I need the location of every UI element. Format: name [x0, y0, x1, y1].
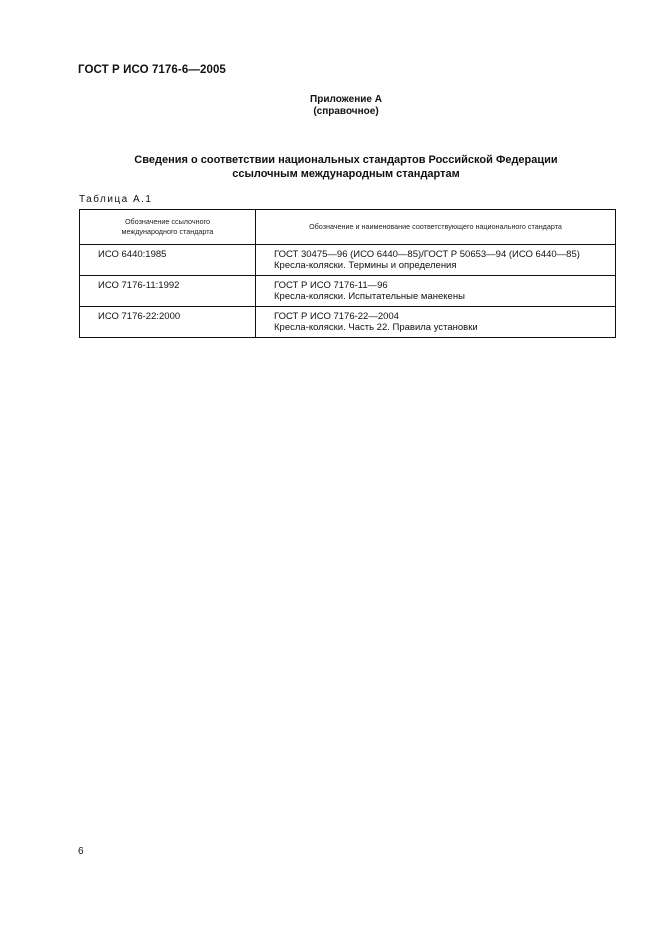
table-caption: Таблица А.1	[79, 194, 153, 205]
national-standard-designation: ГОСТ Р ИСО 7176-22—2004	[274, 311, 399, 322]
national-standard-name: Кресла-коляски. Часть 22. Правила установки	[274, 322, 478, 333]
table-row	[80, 276, 616, 307]
header-national-standard: Обозначение и наименование соответствующего национального стандарта	[256, 210, 616, 245]
page-number: 6	[78, 846, 84, 857]
national-standard-designation: ГОСТ 30475—96 (ИСО 6440—85)/ГОСТ Р 50653—94 (ИСО 6440—85)	[274, 249, 580, 260]
section-title	[0, 154, 661, 181]
section-title-line-1: Сведения о соответствии национальных стандартов Российской Федерации	[134, 154, 558, 166]
intl-standard-cell: ИСО 6440:1985	[80, 245, 256, 276]
national-standard-name: Кресла-коляски. Термины и определения	[274, 260, 457, 271]
national-standard-name: Кресла-коляски. Испытательные манекены	[274, 291, 465, 302]
table-row	[80, 307, 616, 338]
national-standard-cell	[256, 307, 616, 338]
header-col1-line-2: международного стандарта	[121, 227, 214, 236]
appendix-heading	[0, 94, 661, 118]
document-header: ГОСТ Р ИСО 7176-6—2005	[78, 64, 226, 76]
standards-table	[79, 209, 616, 338]
intl-standard-cell: ИСО 7176-22:2000	[80, 307, 256, 338]
header-col1-line-1: Обозначение ссылочного	[124, 217, 211, 226]
national-standard-designation: ГОСТ Р ИСО 7176-11—96	[274, 280, 388, 291]
intl-standard-cell: ИСО 7176-11:1992	[80, 276, 256, 307]
national-standard-cell	[256, 276, 616, 307]
appendix-title: Приложение А	[310, 94, 382, 105]
section-title-line-2: ссылочным международным стандартам	[232, 167, 460, 180]
table-row	[80, 245, 616, 276]
table-header-row	[80, 210, 616, 245]
appendix-subtitle: (справочное)	[313, 106, 379, 117]
header-international-standard	[80, 210, 256, 245]
national-standard-cell	[256, 245, 616, 276]
